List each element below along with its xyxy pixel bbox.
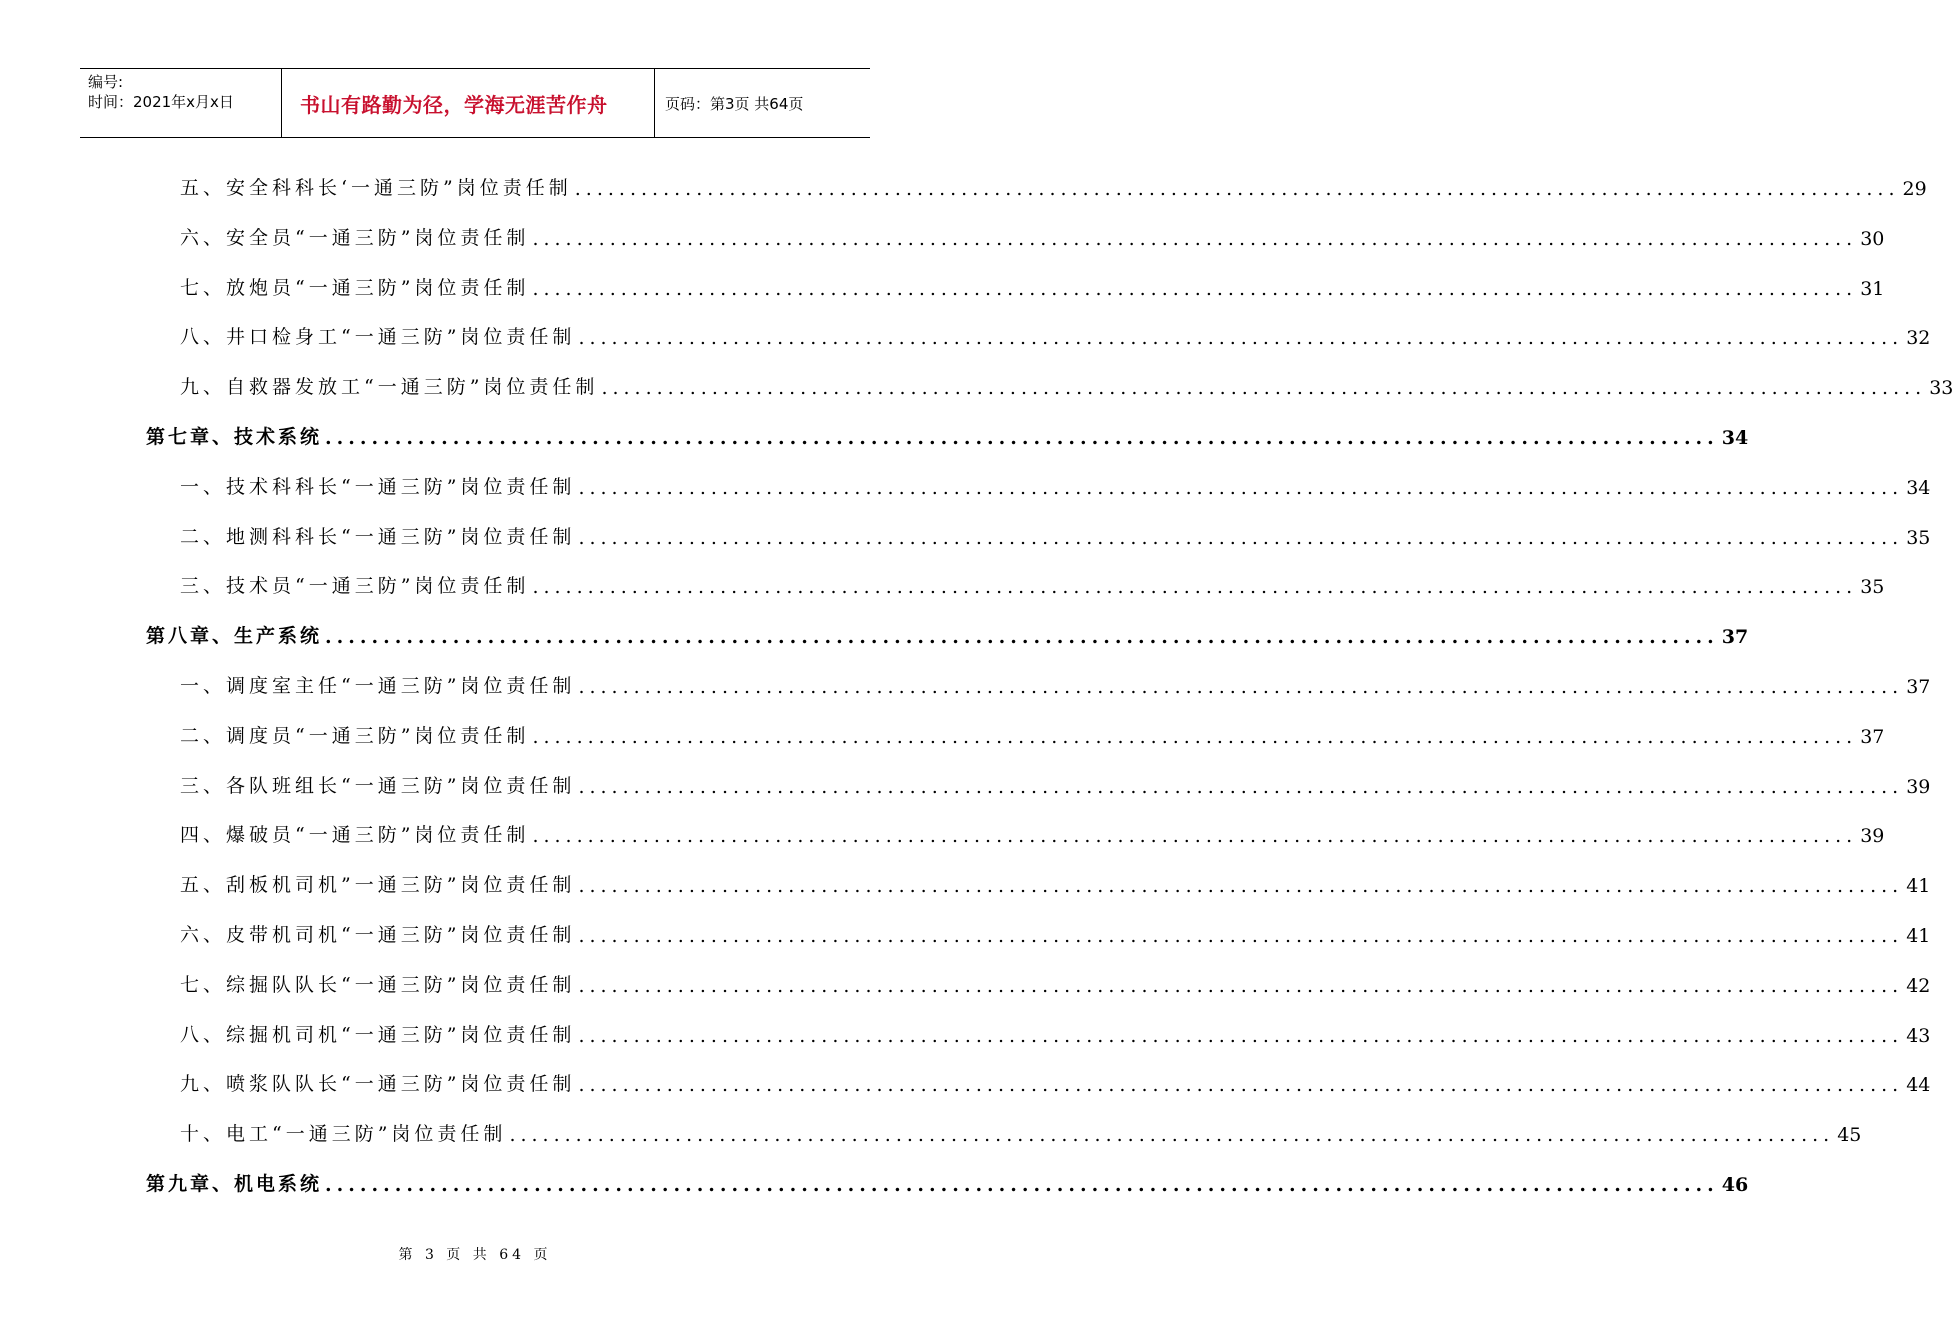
toc-leader-dots: ........................................................................................................................ — [578, 1024, 1904, 1047]
toc-leader-dots: ........................................................................................................................ — [578, 476, 1904, 499]
toc-section-entry — [180, 1056, 1931, 1097]
toc-section-entry — [180, 857, 1931, 898]
toc-entry-page: 34 — [1721, 427, 1749, 449]
header-motto: 书山有路勤为径，学海无涯苦作舟 — [282, 69, 655, 137]
toc-entry-page: 39 — [1860, 825, 1885, 848]
toc-entry-title: 一、技术科科长“一通三防”岗位责任制 — [180, 475, 576, 498]
toc-entry-title: 一、调度室主任“一通三防”岗位责任制 — [180, 675, 576, 697]
toc-entry-page: 41 — [1906, 875, 1931, 898]
toc-section-entry — [180, 210, 1885, 250]
toc-section-entry — [180, 260, 1885, 300]
toc-entry-title: 三、技术员“一通三防”岗位责任制 — [180, 575, 530, 598]
toc-leader-dots: ........................................................................................................................ — [509, 1124, 1835, 1147]
toc-leader-dots: ........................................................................................................................ — [325, 427, 1719, 449]
toc-entry-title: 七、综掘队队长“一通三防”岗位责任制 — [180, 973, 576, 996]
toc-leader-dots: ........................................................................................................................ — [532, 227, 1858, 250]
toc-leader-dots: ........................................................................................................................ — [532, 576, 1858, 599]
toc-leader-dots: ........................................................................................................................ — [532, 725, 1858, 748]
toc-entry-page: 42 — [1906, 974, 1931, 997]
toc-entry-title: 六、皮带机司机“一通三防”岗位责任制 — [180, 924, 576, 946]
toc-entry-page: 37 — [1906, 676, 1931, 698]
toc-section-entry — [180, 309, 1931, 350]
toc-section-entry — [180, 459, 1931, 499]
toc-leader-dots: ........................................................................................................................ — [578, 974, 1904, 997]
toc-leader-dots: ........................................................................................................................ — [601, 377, 1927, 400]
toc-leader-dots: ........................................................................................................................ — [578, 925, 1904, 947]
toc-chapter-entry — [146, 409, 1749, 449]
toc-section-entry — [180, 758, 1931, 798]
toc-section-entry — [180, 807, 1885, 848]
toc-section-entry — [180, 160, 1927, 200]
header-meta — [80, 69, 282, 137]
toc-entry-title: 五、刮板机司机”一通三防”岗位责任制 — [180, 874, 576, 897]
toc-entry-title: 六、安全员“一通三防”岗位责任制 — [180, 226, 530, 249]
toc-entry-page: 41 — [1906, 925, 1931, 947]
toc-leader-dots: ........................................................................................................................ — [532, 825, 1858, 848]
toc-entry-title: 二、地测科科长“一通三防”岗位责任制 — [180, 525, 576, 548]
toc-leader-dots: ........................................................................................................................ — [578, 775, 1904, 798]
toc-entry-title: 二、调度员“一通三防”岗位责任制 — [180, 724, 530, 747]
toc-leader-dots: ........................................................................................................................ — [574, 178, 1900, 200]
toc-section-entry — [180, 907, 1931, 947]
toc-section-entry — [180, 708, 1885, 748]
toc-entry-title: 四、爆破员“一通三防”岗位责任制 — [180, 824, 530, 847]
toc-leader-dots: ........................................................................................................................ — [325, 626, 1719, 649]
toc-entry-title: 五、安全科科长‘一通三防”岗位责任制 — [180, 177, 572, 199]
document-date: 时间：2021年x月x日 — [88, 93, 234, 111]
toc-entry-title: 十、电工“一通三防”岗位责任制 — [180, 1123, 507, 1146]
toc-entry-page: 34 — [1906, 476, 1931, 499]
toc-leader-dots: ........................................................................................................................ — [578, 327, 1904, 350]
toc-entry-page: 37 — [1860, 725, 1885, 748]
toc-entry-page: 43 — [1906, 1024, 1931, 1047]
toc-entry-title: 八、综掘机司机“一通三防”岗位责任制 — [180, 1023, 576, 1046]
toc-chapter-entry — [146, 608, 1749, 649]
toc-entry-page: 31 — [1860, 277, 1885, 300]
toc-section-entry — [180, 957, 1931, 997]
toc-entry-title: 七、放炮员“一通三防”岗位责任制 — [180, 276, 530, 299]
toc-entry-page: 35 — [1860, 576, 1885, 599]
toc-entry-title: 九、喷浆队队长“一通三防”岗位责任制 — [180, 1073, 576, 1096]
toc-entry-title: 三、各队班组长“一通三防”岗位责任制 — [180, 774, 576, 797]
toc-entry-page: 33 — [1929, 377, 1953, 400]
toc-chapter-entry — [146, 1156, 1749, 1196]
document-code-label: 编号: — [88, 73, 124, 91]
toc-entry-page: 29 — [1902, 178, 1927, 200]
toc-entry-title: 第七章、技术系统 — [146, 426, 323, 448]
toc-leader-dots: ........................................................................................................................ — [325, 1174, 1719, 1196]
toc-entry-page: 44 — [1906, 1074, 1931, 1097]
toc-entry-page: 37 — [1721, 626, 1749, 649]
toc-entry-page: 35 — [1906, 526, 1931, 549]
toc-section-entry — [180, 509, 1931, 549]
toc-leader-dots: ........................................................................................................................ — [578, 676, 1904, 698]
toc-entry-page: 39 — [1906, 775, 1931, 798]
toc-section-entry — [180, 359, 1953, 400]
toc-entry-title: 八、井口检身工“一通三防”岗位责任制 — [180, 326, 576, 349]
toc-leader-dots: ........................................................................................................................ — [578, 875, 1904, 898]
page-footer: 第 3 页 共 64 页 — [398, 1247, 552, 1263]
toc-leader-dots: ........................................................................................................................ — [578, 526, 1904, 549]
toc-section-entry — [180, 1106, 1862, 1147]
toc-entry-title: 九、自救器发放工“一通三防”岗位责任制 — [180, 376, 599, 399]
toc-entry-page: 46 — [1721, 1174, 1749, 1196]
toc-leader-dots: ........................................................................................................................ — [532, 277, 1858, 300]
header-page-number: 页码：第3页 共64页 — [665, 94, 804, 113]
toc-section-entry — [180, 1007, 1931, 1047]
toc-leader-dots: ........................................................................................................................ — [578, 1074, 1904, 1097]
toc-entry-page: 32 — [1906, 327, 1931, 350]
toc-entry-title: 第九章、机电系统 — [146, 1173, 323, 1195]
toc-entry-page: 30 — [1860, 227, 1885, 250]
toc-entry-page: 45 — [1837, 1124, 1862, 1147]
toc-section-entry — [180, 658, 1931, 698]
toc-section-entry — [180, 558, 1885, 599]
page-header — [80, 68, 870, 138]
toc-entry-title: 第八章、生产系统 — [146, 625, 323, 648]
